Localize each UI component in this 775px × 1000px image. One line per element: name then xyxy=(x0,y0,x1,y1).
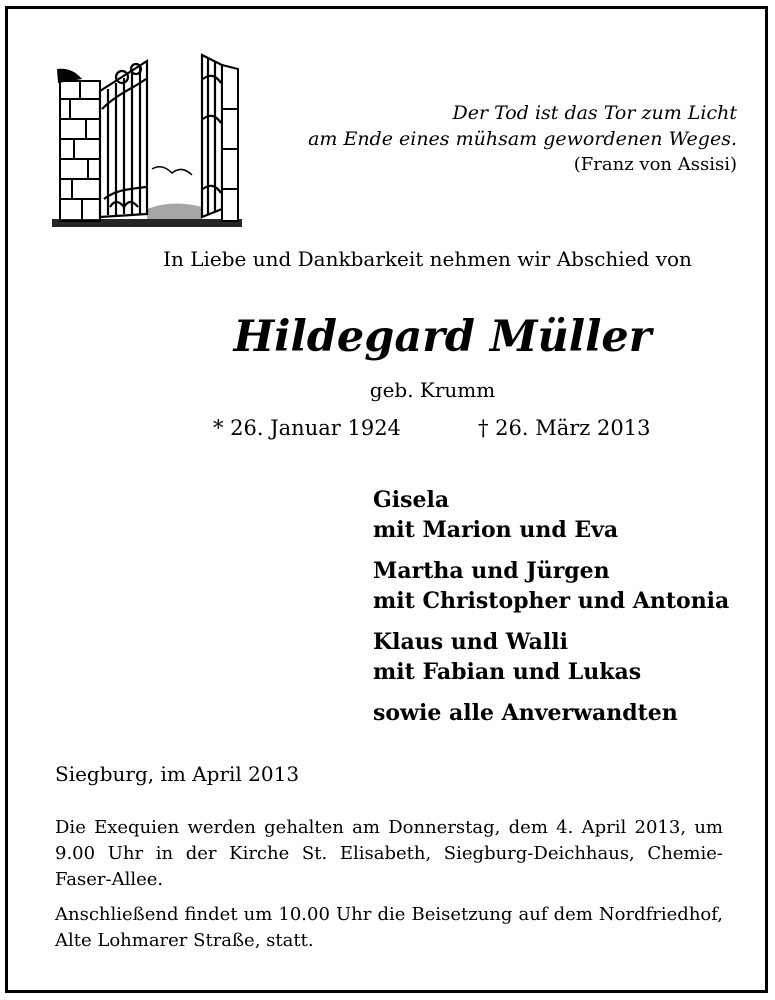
family-line: mit Christopher und Antonia xyxy=(373,588,730,614)
quote-line-1: Der Tod ist das Tor zum Licht xyxy=(452,102,737,124)
family-line: mit Fabian und Lukas xyxy=(373,659,642,685)
family-group xyxy=(373,627,729,687)
family-group xyxy=(373,698,729,728)
quote-author: (Franz von Assisi) xyxy=(573,154,737,175)
family-group xyxy=(373,556,729,616)
birth-date: * 26. Januar 1924 xyxy=(213,416,401,440)
family-line: Gisela xyxy=(373,487,450,513)
family-line: sowie alle Anverwandten xyxy=(373,700,678,726)
family-line: mit Marion und Eva xyxy=(373,517,619,543)
quote-block xyxy=(308,100,737,178)
open-gate-illustration xyxy=(52,49,242,227)
family-line: Martha und Jürgen xyxy=(373,558,610,584)
intro-text: In Liebe und Dankbarkeit nehmen wir Abschied von xyxy=(163,247,692,271)
quote-line-2: am Ende eines mühsam gewordenen Weges. xyxy=(308,128,737,150)
family-group xyxy=(373,485,729,545)
death-date: † 26. März 2013 xyxy=(478,416,651,440)
deceased-name: Hildegard Müller xyxy=(233,312,652,362)
family-list xyxy=(373,485,729,739)
place-date: Siegburg, im April 2013 xyxy=(55,762,300,786)
burial-info: Anschließend findet um 10.00 Uhr die Beisetzung auf dem Nordfriedhof, Alte Lohmarer Straße, statt. xyxy=(55,904,723,951)
maiden-name: geb. Krumm xyxy=(369,378,496,402)
family-line: Klaus und Walli xyxy=(373,629,568,655)
service-info: Die Exequien werden gehalten am Donnerstag, dem 4. April 2013, um 9.00 Uhr in der Kirche St. Elisabeth, Siegburg-Deichhaus, Chemie-Faser-Allee. xyxy=(55,817,723,890)
